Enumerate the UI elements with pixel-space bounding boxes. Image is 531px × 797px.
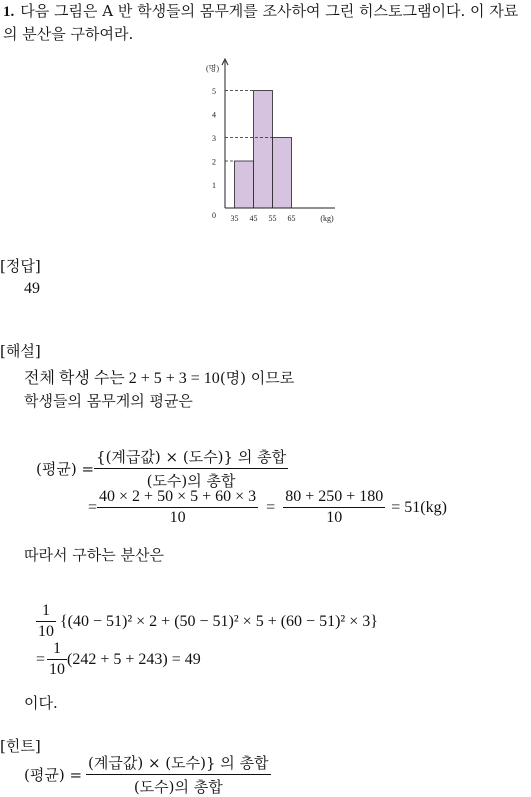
x-axis-label: (kg) [320, 214, 334, 223]
calc-fraction-2 [283, 488, 385, 527]
hint-formula [24, 752, 271, 797]
student-count-unit: (명) [219, 369, 247, 387]
problem-text: 다음 그림은 A 반 학생들의 몸무게를 조사하여 그린 히스토그램이다. 이 자료의 분산을 구하여라. [3, 2, 519, 43]
x-tick-label: 45 [249, 214, 258, 223]
mean-lhs: (평균) = [36, 460, 95, 478]
calc-fraction-2-numerator: 80 + 250 + 180 [283, 488, 385, 508]
explanation-label: [해설] [0, 342, 41, 360]
explanation-line-1 [24, 365, 294, 388]
variance-equals: = [36, 650, 46, 668]
variance-result-fraction-denominator: 10 [49, 661, 66, 678]
explanation-line-2: 학생들의 몸무게의 평균은 [24, 392, 193, 410]
histogram-bar [254, 91, 273, 209]
y-tick-label: 1 [212, 181, 216, 190]
calc-mid-equals: = [266, 498, 276, 516]
variance-result [36, 640, 201, 679]
mean-fraction-denominator: (도수)의 총합 [146, 472, 236, 490]
explanation-line-4: 이다. [24, 694, 58, 712]
histogram-bar [273, 138, 292, 209]
answer-value: 49 [24, 280, 40, 297]
variance-fraction-denominator: 10 [38, 623, 54, 640]
explanation-line-3: 따라서 구하는 분산은 [24, 546, 164, 564]
y-tick-label: 4 [212, 110, 216, 120]
y-tick-label: 0 [212, 211, 216, 220]
y-tick-label: 3 [212, 134, 216, 143]
calc-fraction-1-numerator: 40 × 2 + 50 × 5 + 60 × 3 [97, 488, 258, 508]
hint-fraction-numerator: (계급값) × (도수)} 의 총합 [86, 752, 271, 775]
x-tick-label: 35 [230, 214, 239, 223]
calc-equals: = [88, 498, 98, 516]
hint-fraction [86, 752, 271, 797]
problem-statement [3, 0, 528, 45]
calc-fraction-1-denominator: 10 [169, 509, 186, 526]
variance-result-expression: (242 + 5 + 243) = 49 [67, 650, 201, 668]
variance-fraction-numerator: 1 [36, 602, 56, 622]
variance-result-fraction [47, 640, 67, 679]
calc-fraction-1 [97, 488, 258, 527]
calc-fraction-2-denominator: 10 [326, 509, 343, 526]
mean-fraction [94, 446, 288, 491]
variance-fraction [36, 602, 56, 641]
y-tick-label: 5 [212, 87, 216, 96]
hint-lhs: (평균) = [24, 766, 83, 784]
x-tick-label: 55 [268, 214, 277, 223]
histogram-bar [235, 161, 254, 208]
mean-calculation [88, 488, 447, 527]
histogram-chart [195, 55, 345, 230]
mean-fraction-numerator: {(계급값) × (도수)} 의 총합 [94, 446, 288, 469]
variance-result-fraction-numerator: 1 [47, 640, 67, 660]
mean-result: = 51(kg) [391, 498, 447, 516]
variance-formula [36, 602, 378, 641]
variance-expression: {(40 − 51)² × 2 + (50 − 51)² × 5 + (60 − 51)² × 3} [60, 612, 378, 630]
x-tick-label: 65 [287, 214, 296, 223]
student-count-suffix: 이므로 [246, 369, 295, 387]
y-axis-label: (명) [205, 64, 219, 73]
hint-label: [힌트] [0, 737, 41, 755]
hint-fraction-denominator: (도수)의 총합 [133, 778, 223, 796]
mean-formula [36, 446, 288, 491]
student-count-expr: 전체 학생 수는 2 + 5 + 3 = 10 [24, 370, 220, 387]
answer-label: [정답] [0, 257, 41, 275]
problem-number: 1. [3, 4, 15, 20]
y-tick-label: 2 [212, 157, 216, 167]
